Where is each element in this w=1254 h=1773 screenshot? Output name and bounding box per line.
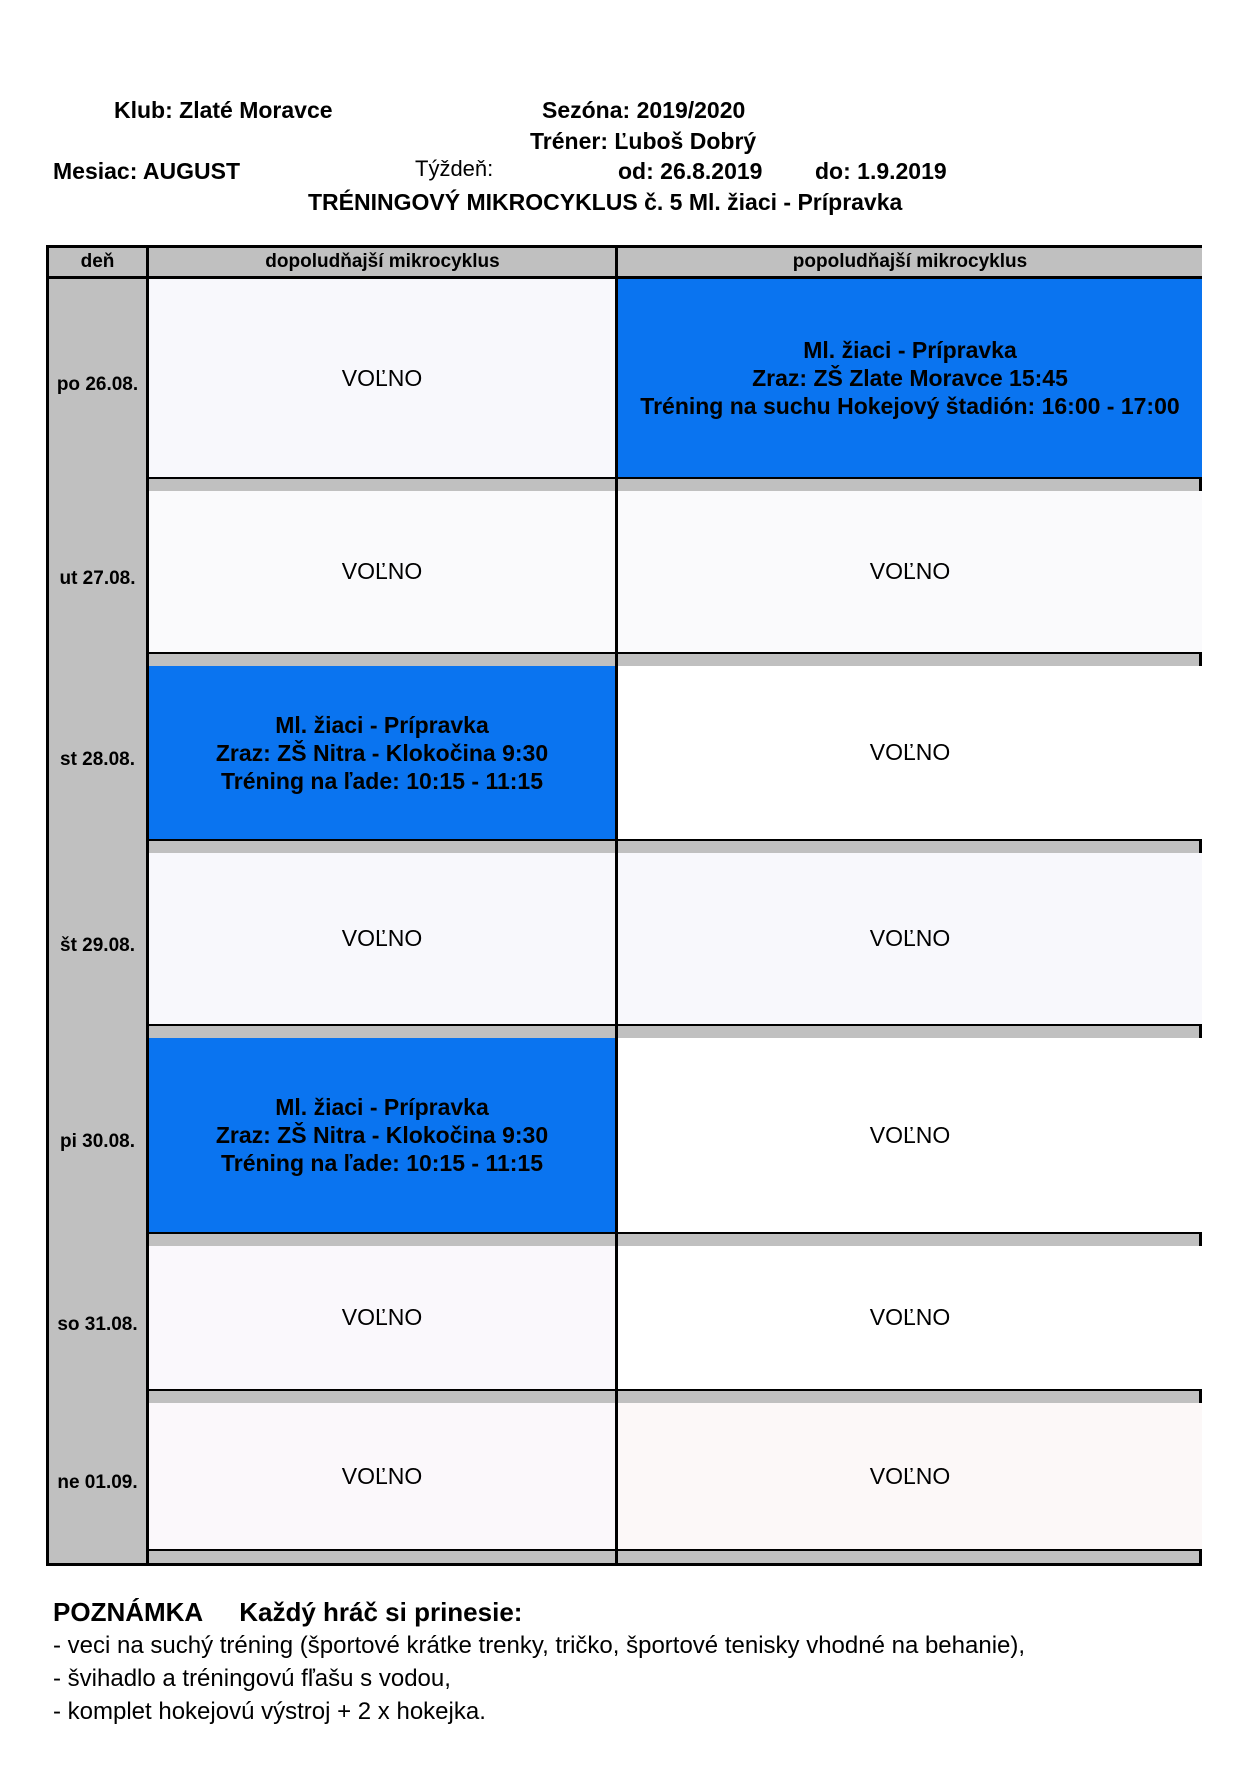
schedule-table (46, 245, 1202, 1566)
afternoon-free-cell (618, 1403, 1202, 1551)
training-details (640, 336, 1179, 420)
table-row (49, 853, 1199, 1038)
day-label: št 29.08. (49, 853, 146, 1038)
row-footer-strip (149, 654, 1199, 666)
training-line: Ml. žiaci - Prípravka (275, 1094, 489, 1120)
note-intro: Každý hráč si prinesie: (239, 1597, 523, 1627)
training-line: Zraz: ZŠ Zlate Moravce 15:45 (752, 365, 1068, 391)
season: Sezóna: 2019/2020 (542, 97, 746, 123)
free-label: VOĽNO (341, 364, 423, 391)
table-row (49, 1403, 1199, 1563)
row-footer-strip (149, 479, 1199, 491)
afternoon-training-cell (618, 279, 1202, 479)
note-item: - veci na suchý tréning (športové krátke trenky, tričko, športové tenisky vhodné na behanie), (53, 1632, 1026, 1659)
note-item: - švihadlo a tréningovú fľašu s vodou, (53, 1665, 451, 1692)
morning-free-cell (149, 491, 615, 654)
free-label: VOĽNO (341, 1304, 423, 1330)
row-footer-strip (149, 1551, 1199, 1563)
row-footer-strip (149, 1026, 1199, 1038)
morning-training-cell (149, 1038, 615, 1234)
free-label: VOĽNO (341, 925, 423, 951)
free-label: VOĽNO (341, 558, 423, 584)
free-label: VOĽNO (869, 1121, 951, 1148)
free-label: VOĽNO (869, 1304, 951, 1330)
day-label: ne 01.09. (49, 1403, 146, 1563)
morning-free-cell (149, 853, 615, 1026)
training-details (216, 1093, 548, 1177)
day-label: so 31.08. (49, 1246, 146, 1403)
morning-training-cell (149, 666, 615, 841)
note-section (53, 1595, 1233, 1728)
training-line: Zraz: ZŠ Nitra - Klokočina 9:30 (215, 739, 549, 766)
morning-free-cell (149, 1246, 615, 1391)
afternoon-free-cell (618, 666, 1202, 841)
free-label: VOĽNO (869, 739, 951, 765)
morning-free-cell (149, 279, 615, 479)
table-row (49, 491, 1199, 666)
training-line: Tréning na ľade: 10:15 - 11:15 (220, 1150, 544, 1176)
training-details (216, 711, 548, 795)
month: Mesiac: AUGUST (53, 158, 241, 184)
free-label: VOĽNO (341, 1462, 423, 1489)
day-label: pi 30.08. (49, 1038, 146, 1246)
page-title: TRÉNINGOVÝ MIKROCYKLUS č. 5 Ml. žiaci - Prípravka (308, 189, 903, 215)
row-footer-strip (149, 841, 1199, 853)
column-header-day: deň (49, 248, 146, 276)
coach: Tréner: Ľuboš Dobrý (530, 128, 757, 154)
training-line: Ml. žiaci - Prípravka (803, 337, 1017, 363)
row-footer-strip (149, 1234, 1199, 1246)
note-heading (53, 1595, 1233, 1629)
table-row (49, 279, 1199, 491)
table-row (49, 1038, 1199, 1246)
row-footer-strip (149, 1391, 1199, 1403)
note-item: - komplet hokejovú výstroj + 2 x hokejka. (53, 1698, 486, 1725)
afternoon-free-cell (618, 491, 1202, 654)
column-header-afternoon: popoludňajší mikrocyklus (618, 248, 1202, 276)
training-line: Zraz: ZŠ Nitra - Klokočina 9:30 (215, 1122, 549, 1148)
week-label: Týždeň: (415, 156, 494, 181)
free-label: VOĽNO (869, 1462, 951, 1489)
afternoon-free-cell (618, 1246, 1202, 1391)
column-divider (615, 248, 618, 1563)
date-from: od: 26.8.2019 (618, 158, 763, 184)
training-line: Tréning na suchu Hokejový štadión: 16:00 - 17:00 (640, 393, 1180, 419)
training-line: Ml. žiaci - Prípravka (275, 711, 489, 738)
day-label: ut 27.08. (49, 491, 146, 666)
column-divider (146, 248, 149, 1563)
training-line: Tréning na ľade: 10:15 - 11:15 (220, 767, 544, 794)
free-label: VOĽNO (869, 558, 951, 584)
day-label: po 26.08. (49, 279, 146, 491)
day-label: st 28.08. (49, 666, 146, 853)
table-row (49, 1246, 1199, 1403)
afternoon-free-cell (618, 1038, 1202, 1234)
column-header-morning: dopoludňajší mikrocyklus (149, 248, 616, 276)
free-label: VOĽNO (869, 925, 951, 951)
club-name: Klub: Zlaté Moravce (114, 97, 333, 123)
date-to: do: 1.9.2019 (815, 158, 947, 184)
afternoon-free-cell (618, 853, 1202, 1026)
table-row (49, 666, 1199, 853)
note-label: POZNÁMKA (53, 1597, 204, 1627)
morning-free-cell (149, 1403, 615, 1551)
